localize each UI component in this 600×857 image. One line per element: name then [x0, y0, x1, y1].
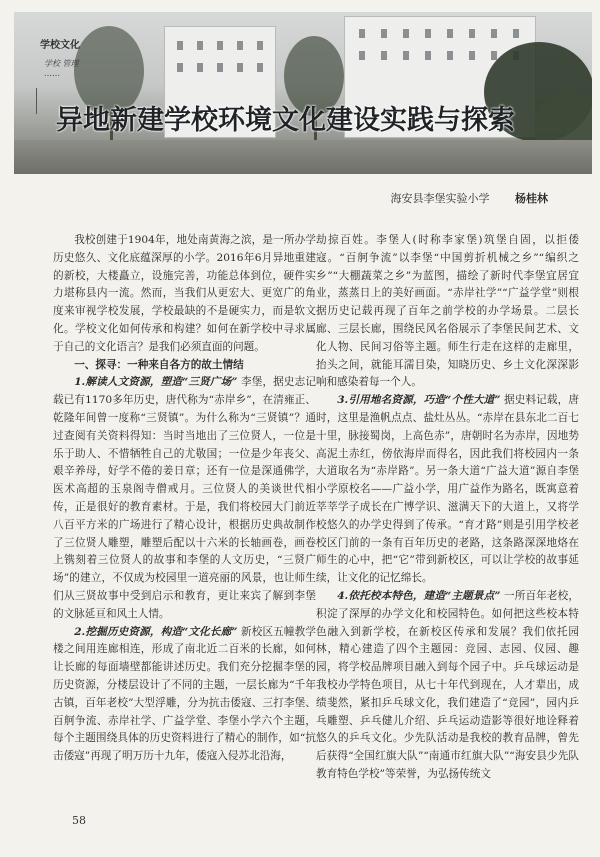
sub-heading: 2.挖掘历史资源，构造“文化长廊” [74, 625, 238, 638]
section-label: 学校文化 [40, 40, 80, 51]
paragraph: 李堡，据史志记载已有1170多年历史，唐代称为“赤岸乡”，在清雍正、乾隆年间曾一度称“三贤镇”。为什么称为“三贤镇”？通过查阅有关资料得知：当时当地出了三位贤人，一位是乐于助人、不惜牺牲自己的尤敬国；一位是少年丧父、艰辛养母，好学不倦的姜日章；还有一位是深通佛学，医术高超的玉泉阁寺僧戒月。三位贤人的美谈世代相传，正是很好的教育素材。于是，我们将校园大门前近八百平方米的广场进行了精心设计，根据历史典故制作了三位贤人雕塑，雕塑后配以十六米的长轴画卷，画卷上镌刻着三位贤人的故事和李堡的人文历史，“三贤广场”的建立，不仅成为校园里一道亮丽的风景，也让师生们从三贤故事中受到启示和教育，更让来宾了解到李堡的文脉延亘和风土人情。 [53, 376, 317, 620]
sub-heading: 1.解读人文资源，塑造“三贤广场” [74, 376, 238, 389]
sub-heading: 3.引用地名资源，巧造“个性大道” [337, 394, 501, 407]
section-heading: 一、探寻：一种来自各方的故土情结 [74, 358, 244, 371]
section-sub-label: 学校 管理 …… [44, 59, 79, 78]
text-column-right [316, 232, 579, 784]
article-title: 异地新建学校环境文化建设实践与探索 [56, 105, 515, 136]
author-school: 海安县李堡实验小学 [390, 192, 490, 205]
paragraph: 新校区五幢教学楼之间用连廊相连，形成了南北近二百米的长廊，如何让长廊的每面墙壁都能讲述历史。我们充分挖掘李堡的历史资源，分楼层设计了不同的主题，一层长廊为“千年古镇，百年老校”大型浮雕，分为抗击倭寇、三打李堡、百舸争流、赤岸社学、广益学堂、李堡小学六个主题，每个主题围绕具体的历史资料进行了精心的制作，如“抗击倭寇”再现了明万历十九年，倭寇入侵苏北沿海， [53, 625, 317, 763]
header-banner-photo [14, 12, 592, 174]
text-column-left [53, 232, 316, 766]
paragraph: 一所百年老校，积淀了深厚的办学文化和校园特色。如何把这些校本特色融入到新学校，在新校区传承和发展？我们依托园林，精心建造了四个主题园：竞园、志园、仪园、趣园，将学校品牌项目融入到每个园子中。乒乓球运动是我校办学特色项目，从七十年代到现在，人才辈出，成绩斐然，紧扣乒乓球文化，我们建造了“竞园”，园内乒乓雕塑、乒乓健儿介绍、乒乓运动造影等很好地诠释着悠久的乒乓文化。少先队活动是我校的教育品牌，曾先后获得“全国红旗大队”“南通市红旗大队”“海安县少先队教育特色学校”等荣誉，为弘扬传统文 [316, 589, 580, 780]
page-number: 58 [72, 814, 86, 827]
divider [36, 88, 37, 114]
sub-heading: 4.依托校本特色，建造“主题景点” [337, 589, 501, 602]
paragraph: 据史料记载，唐时，这里是渔帆点点、盐灶丛丛。“赤岸在县东北二百七十里，脉接蜀岗，上高色赤”，唐朝时名为赤岸，因地势高泥土赤红，傍依海岸而得名，因此我们将校园内一条大道取名为“赤岸路”。另一条大道“广益大道”源自李堡小学原校名——广益小学，用广益作为路名，既寓意着莘莘学子成长在广博学识、滋满天下的大道上，又将学校悠久的办学史得到了传承。“育才路”则是引用学校老校区门前的一条有百年历史的老路，这条路深深地烙在师生的心中，把“它”带到新校区，可以让学校的故事延续，让文化的记忆绵长。 [316, 394, 580, 585]
paragraph: 劫掠百姓。李堡人(时称李家堡)筑堡自固，以拒倭寇。“百舸争流”以李堡“中国剪折机械之乡”“编织之乡”“大棚蔬菜之乡”为蓝图，描绘了新时代李堡宜居宜业，蒸蒸日上的美好画面。“赤岸社学”“广益学堂”则根据历史记载再现了百年之前学校的办学场景。二层长廊、三层长廊，围绕民风名俗展示了李堡民间艺术、文化人物、民间习俗等主题。师生行走在这样的走廊里，抬头之间，就能耳濡目染，知晓历史、乡土文化深深影响和感染着每一个人。 [316, 234, 579, 389]
paragraph: 我校创建于1904年，地处南黄海之滨，是一所办学历史悠久、文化底蕴深厚的小学。2016年6月异地重建的新校，大楼矗立，设施完善，功能总体到位，硬件实力堪称县内一流。然而，当我们从更宏大、更宽广的角度来审视学校发展，学校最缺的不是硬实力，而是软文化。学校文化如何传承和构建？如何在新学校中寻求属于自己的文化语言？是我们必须直面的问题。 [53, 234, 316, 353]
author-name: 杨桂林 [515, 192, 548, 205]
ground [14, 140, 592, 174]
byline [391, 190, 549, 206]
